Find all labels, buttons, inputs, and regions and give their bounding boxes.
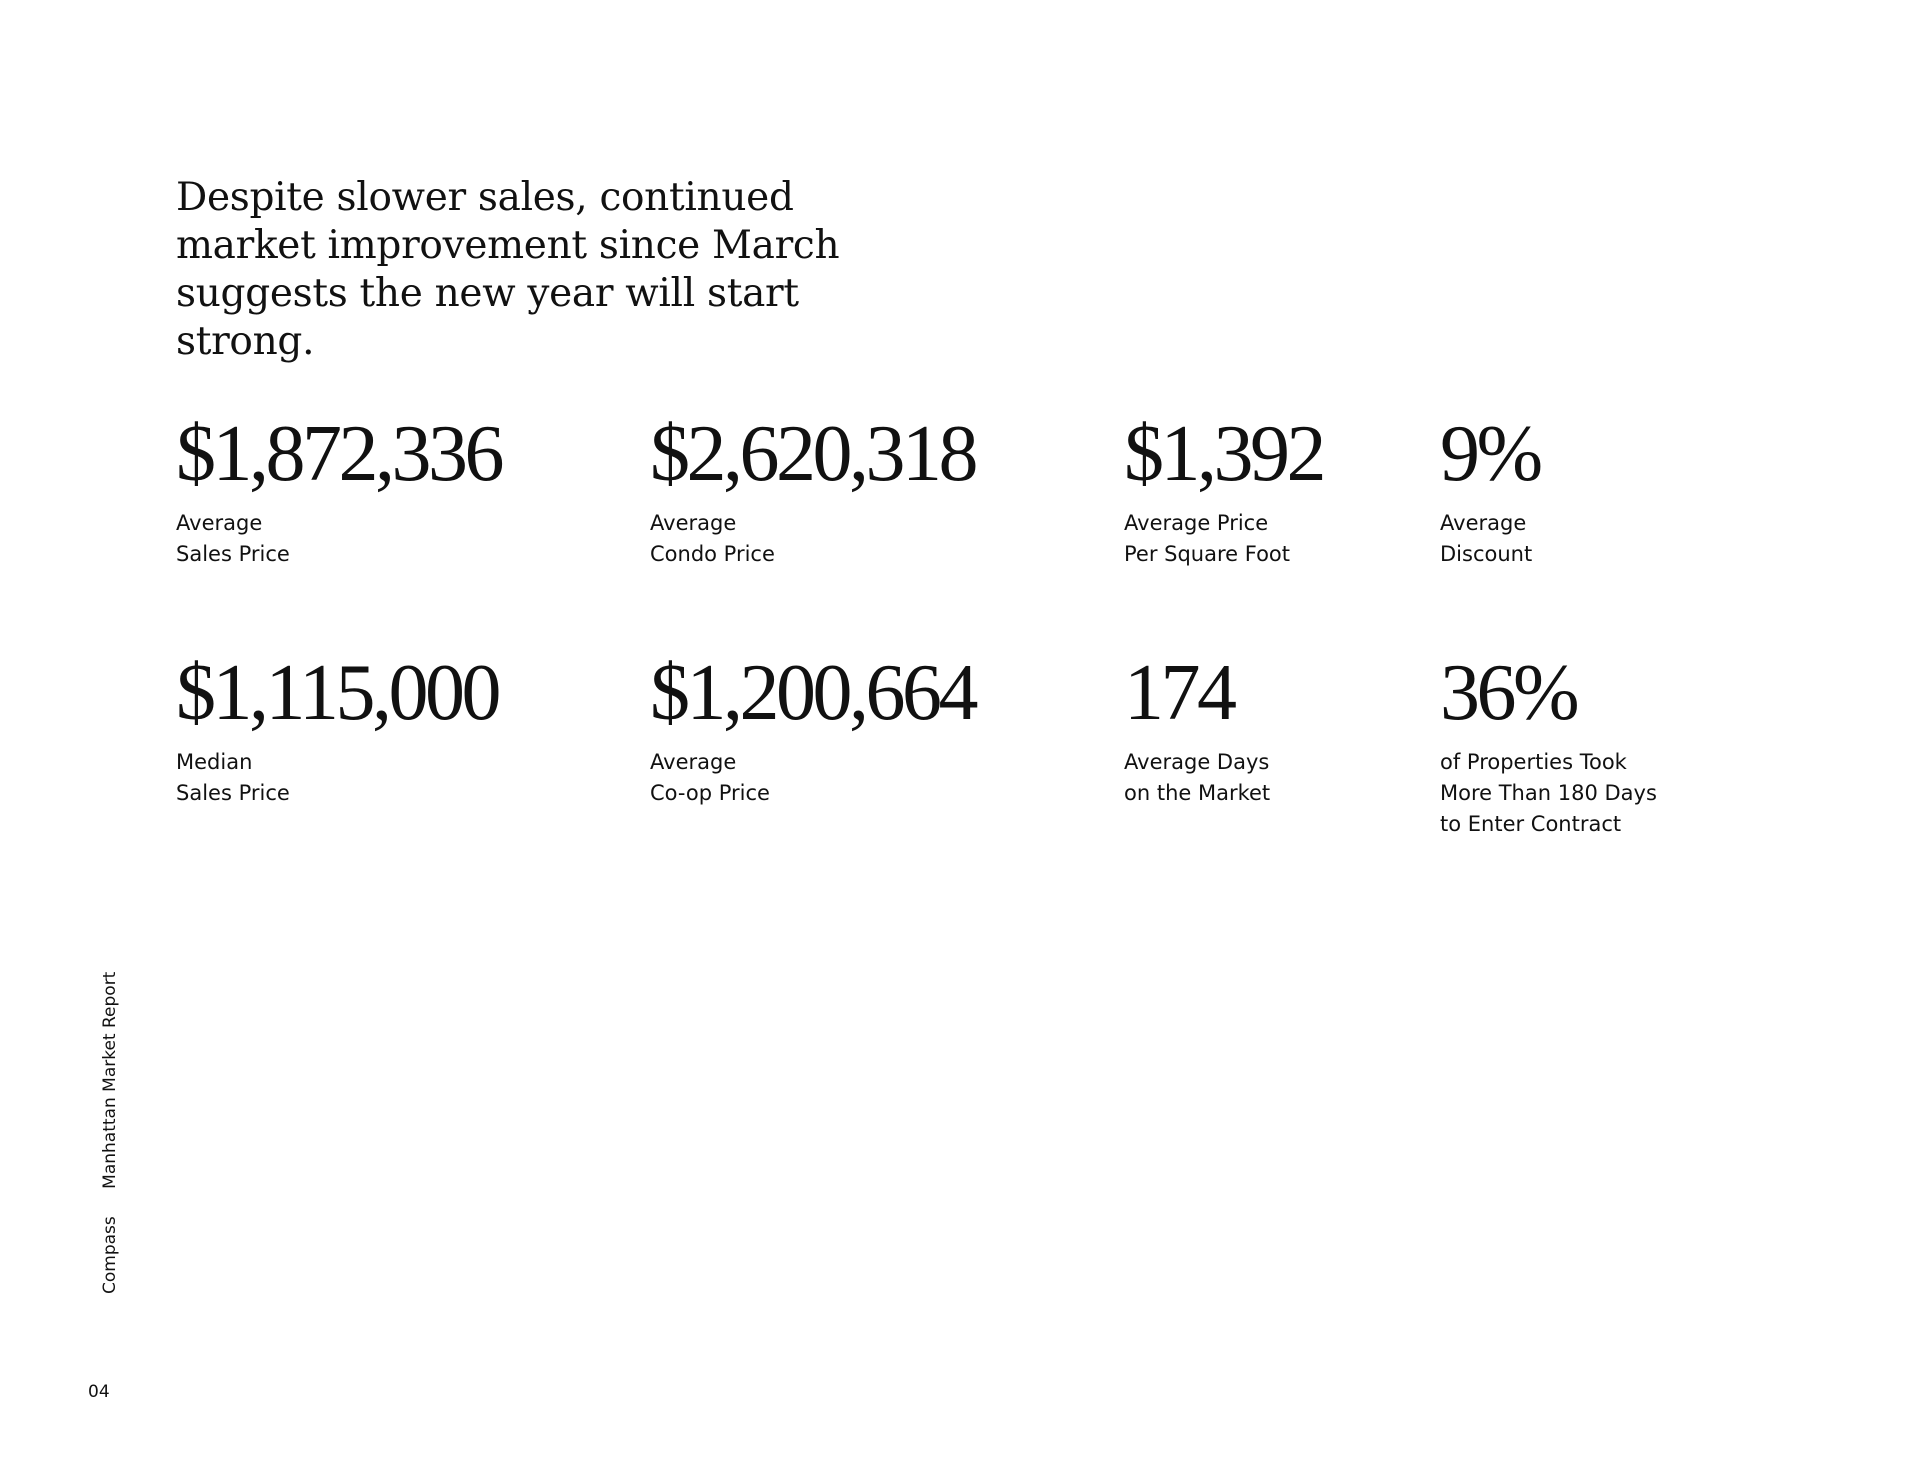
report-side-label [100,972,120,1294]
page-number: 04 [88,1382,110,1402]
stat-label-line: to Enter Contract [1440,812,1622,836]
stat-average-condo-price [650,410,975,570]
report-title: Manhattan Market Report [100,971,120,1189]
stat-label-line: Discount [1440,542,1533,566]
stat-average-price-per-square-foot [1124,410,1323,570]
stat-median-sales-price [176,649,499,809]
stat-label-line: Sales Price [176,781,290,805]
stat-label-line: Sales Price [176,542,290,566]
headline-line: suggests the new year will start strong. [176,271,799,364]
stat-label [650,508,975,570]
stat-label [1124,747,1270,809]
stat-label [1124,508,1323,570]
stat-value: $1,872,336 [176,410,501,498]
stat-value: 174 [1124,649,1234,737]
stat-properties-over-180-days [1440,649,1657,840]
stat-average-sales-price [176,410,501,570]
stat-label-line: Average [1440,511,1527,535]
stat-label-line: Per Square Foot [1124,542,1291,566]
stat-label-line: Condo Price [650,542,775,566]
stat-label-line: More Than 180 Days [1440,781,1657,805]
stat-average-coop-price [650,649,975,809]
headline-line: Despite slower sales, continued [176,175,794,220]
stat-label-line: Median [176,750,253,774]
stat-label [176,747,498,809]
stat-label-line: Average [650,750,737,774]
stat-value: $1,392 [1124,410,1323,498]
stat-average-days-on-market [1124,649,1271,809]
stat-label-line: Average Price [1124,511,1269,535]
headline-line: market improvement since March [176,223,840,268]
stat-label-line: Average [650,511,737,535]
stat-value: 36% [1440,649,1577,737]
stat-label-line: on the Market [1124,781,1271,805]
stat-label [1440,508,1540,570]
stat-value: $1,200,664 [650,649,975,737]
stat-average-discount [1440,410,1540,570]
stat-label [176,508,501,570]
headline [176,174,936,366]
stat-value: $1,115,000 [176,649,499,737]
brand-name: Compass [100,1216,120,1294]
stat-label [1440,747,1657,840]
stat-label [650,747,975,809]
stat-value: $2,620,318 [650,410,975,498]
stat-value: 9% [1440,410,1540,498]
stat-label-line: of Properties Took [1440,750,1627,774]
stat-label-line: Co-op Price [650,781,770,805]
stat-label-line: Average [176,511,263,535]
stat-label-line: Average Days [1124,750,1270,774]
